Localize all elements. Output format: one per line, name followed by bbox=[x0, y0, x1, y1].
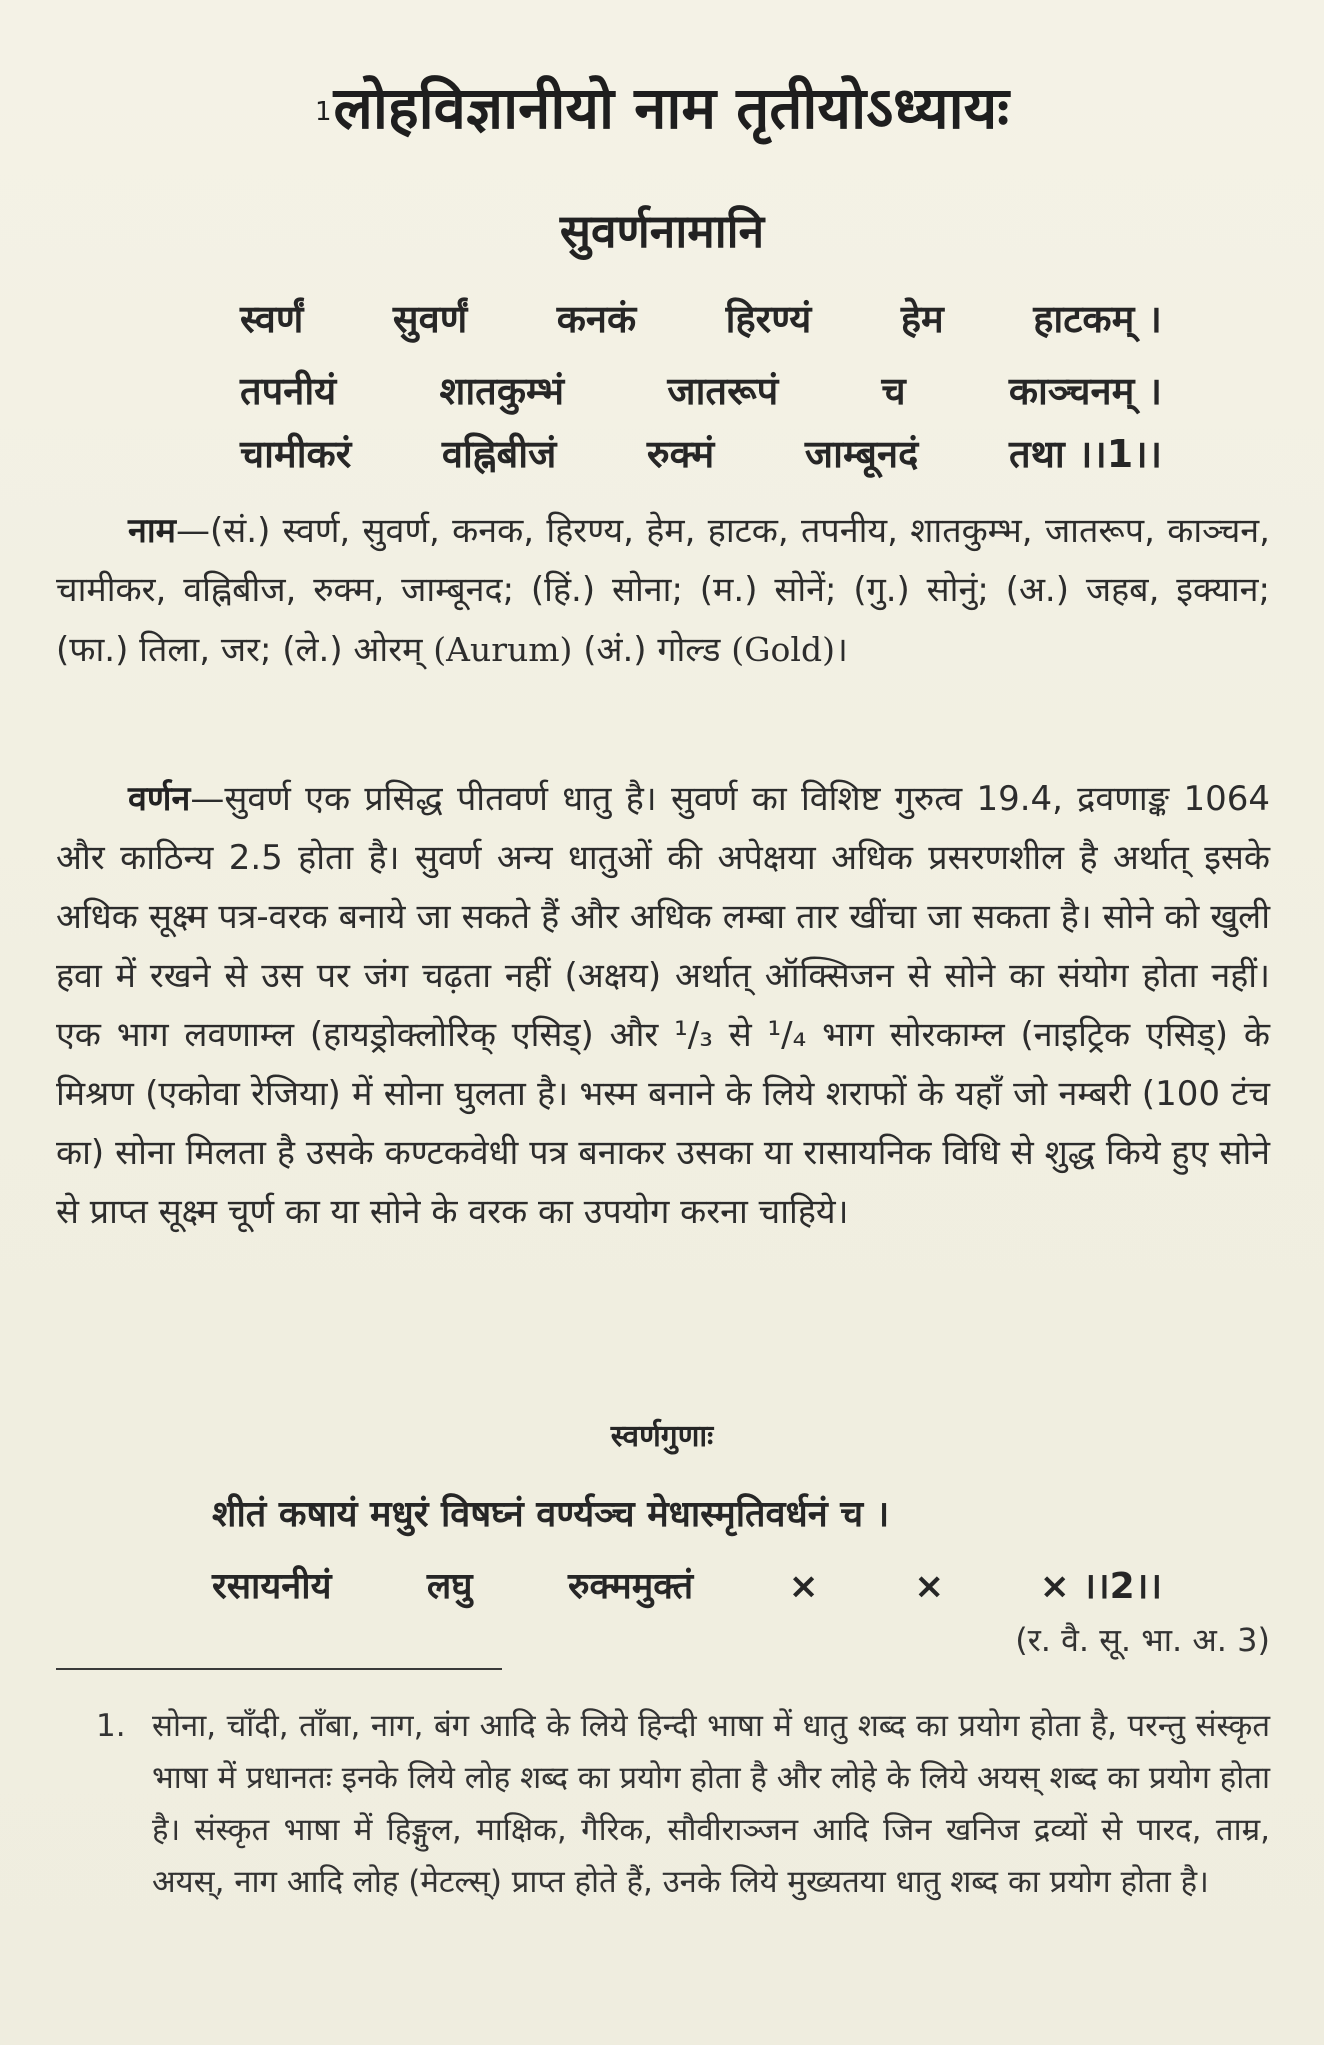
names-text: —(सं.) स्वर्ण, सुवर्ण, कनक, हिरण्य, हेम, हाटक, तपनीय, शातकुम्भ, जातरूप, काञ्चन, चामीकर, वह्निबीज, रुक्म, जाम्बूनद; (हिं.) सोना; (म.) सोनें; (गु.) सोनुं; (अ.) जहब, इक्यान; (फा.) तिला, जर; (ले.) ओरम् bbox=[56, 511, 1270, 670]
omission-mark: × bbox=[788, 1566, 819, 1607]
names-text-end: । bbox=[834, 630, 848, 670]
verse-word: सुवर्णं bbox=[392, 297, 468, 341]
omission-mark: × bbox=[914, 1566, 945, 1607]
footnote bbox=[96, 1700, 1270, 1908]
verse1-line3 bbox=[240, 425, 1162, 483]
footnote-number: 1. bbox=[96, 1708, 126, 1744]
english-name-gold: (Gold) bbox=[731, 630, 835, 669]
verse-word: लघु bbox=[426, 1566, 473, 1607]
verse-word: हाटकम् । bbox=[1033, 297, 1162, 341]
verse-word: स्वर्णं bbox=[240, 297, 304, 341]
verse1-line1 bbox=[240, 290, 1162, 348]
chapter-title-text: लोहविज्ञानीयो नाम तृतीयोऽध्यायः bbox=[333, 74, 1010, 142]
verse-word: रसायनीयं bbox=[212, 1566, 332, 1607]
verse-word: रुक्मं bbox=[646, 432, 715, 476]
latin-name-aurum: (Aurum) bbox=[433, 630, 573, 669]
verse-word: जातरूपं bbox=[667, 369, 779, 413]
verse2-line2 bbox=[212, 1558, 1162, 1616]
chapter-title bbox=[0, 68, 1324, 148]
verse-word: रुक्ममुक्तं bbox=[567, 1566, 694, 1607]
verse-word: हेम bbox=[900, 297, 944, 341]
verse-word: चामीकरं bbox=[240, 432, 352, 476]
source-citation: (र. वै. सू. भा. अ. 3) bbox=[1015, 1621, 1270, 1659]
description-lead: वर्णन bbox=[128, 779, 191, 819]
verse1-line2 bbox=[240, 362, 1162, 420]
footnote-text: सोना, चाँदी, ताँबा, नाग, बंग आदि के लिये हिन्दी भाषा में धातु शब्द का प्रयोग होता है, परन्तु संस्कृत भाषा में प्रधानतः इनके लिये लोह शब्द का प्रयोग होता है और लोहे के लिये अयस् शब्द का प्रयोग होता है। संस्कृत भाषा में हिङ्गुल, माक्षिक, गैरिक, सौवीराञ्जन आदि जिन खनिज द्रव्यों से पारद, ताम्र, अयस्, नाग आदि लोह (मेटल्स्) प्राप्त होते हैं, उनके लिये मुख्यतया धातु शब्द का प्रयोग होता है। bbox=[152, 1708, 1270, 1900]
verse2-line1: शीतं कषायं मधुरं विषघ्नं वर्ण्यञ्च मेधास्मृतिवर्धनं च । bbox=[212, 1494, 890, 1535]
verse-word: जाम्बूनदं bbox=[804, 432, 919, 476]
verse-word: कनकं bbox=[556, 297, 637, 341]
footnote-marker: 1 bbox=[314, 97, 332, 127]
section-title: सुवर्णनामानि bbox=[559, 204, 765, 258]
verse-word: तथा ।।1।। bbox=[1008, 432, 1162, 476]
description-text: —सुवर्ण एक प्रसिद्ध पीतवर्ण धातु है। सुवर्ण का विशिष्ट गुरुत्व 19.4, द्रवणाङ्क 1064 और काठिन्य 2.5 होता है। सुवर्ण अन्य धातुओं की अपेक्षया अधिक प्रसरणशील है अर्थात् इसके अधिक सूक्ष्म पत्र-वरक बनाये जा सकते हैं और अधिक लम्बा तार खींचा जा सकता है। सोने को खुली हवा में रखने से उस पर जंग चढ़ता नहीं (अक्षय) अर्थात् ऑक्सिजन से सोने का संयोग होता नहीं। एक भाग लवणाम्ल (हायड्रोक्लोरिक् एसिड्) और ¹/₃ से ¹/₄ भाग सोरकाम्ल (नाइट्रिक एसिड्) के मिश्रण (एकोवा रेजिया) में सोना घुलता है। भस्म बनाने के लिये शराफों के यहाँ जो नम्बरी (100 टंच का) सोना मिलता है उसके कण्टकवेधी पत्र बनाकर उसका या रासायनिक विधि से शुद्ध किये हुए सोने से प्राप्त सूक्ष्म चूर्ण का या सोने के वरक का उपयोग करना चाहिये। bbox=[56, 779, 1270, 1232]
verse-word: वह्निबीजं bbox=[441, 432, 557, 476]
verse-word: च bbox=[881, 369, 906, 413]
names-lead: नाम bbox=[128, 511, 177, 551]
verse-word: काञ्चनम् । bbox=[1008, 369, 1162, 413]
names-text-middle: (अं.) गोल्ड bbox=[572, 630, 732, 670]
names-paragraph bbox=[56, 502, 1270, 680]
verse-word: तपनीयं bbox=[240, 369, 337, 413]
omission-mark: × ।।2।। bbox=[1039, 1566, 1162, 1607]
properties-heading: स्वर्णगुणाः bbox=[610, 1419, 714, 1454]
verse-word: शातकुम्भं bbox=[439, 369, 565, 413]
footnote-divider bbox=[56, 1668, 502, 1670]
verse-word: हिरण्यं bbox=[725, 297, 812, 341]
description-paragraph bbox=[56, 770, 1270, 1242]
